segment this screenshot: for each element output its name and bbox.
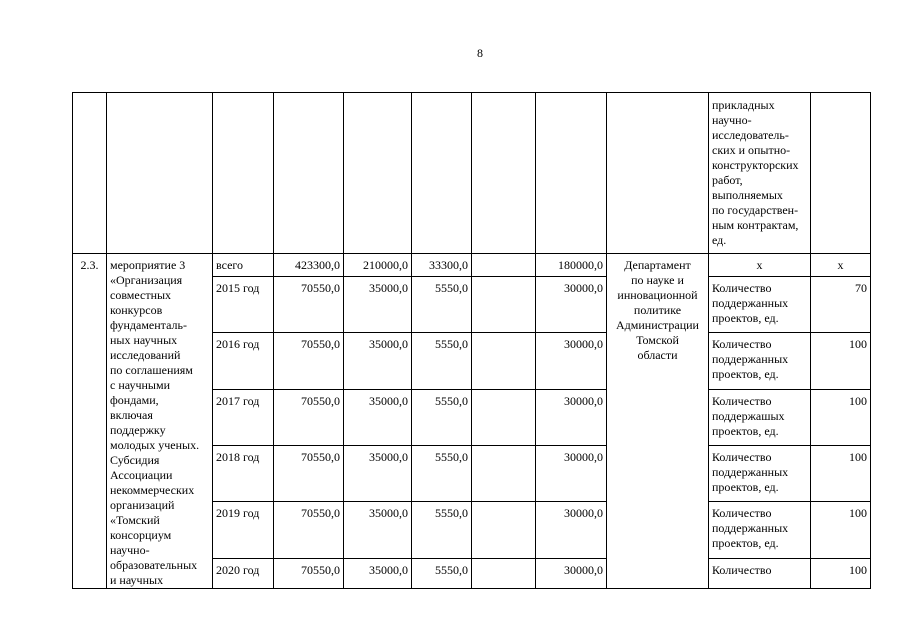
total-cell: 70550,0 [274,277,344,333]
amount-cell: 5550,0 [412,333,472,389]
amount-cell: 35000,0 [344,502,412,558]
page-number: 8 [477,46,483,60]
indicator-value-cell: 100 [811,446,871,502]
indicator-value-cell: 100 [811,558,871,588]
cell-empty [73,93,107,254]
amount-cell [472,254,536,277]
total-cell: 70550,0 [274,389,344,445]
amount-cell: 35000,0 [344,446,412,502]
indicator-cell: Количество поддержашых проектов, ед. [709,389,811,445]
total-cell: 70550,0 [274,502,344,558]
period-cell: 2016 год [213,333,274,389]
period-cell: всего [213,254,274,277]
indicator-cell: Количество [709,558,811,588]
amount-cell [472,502,536,558]
indicator-cell: Количество поддержанных проектов, ед. [709,502,811,558]
amount-cell: 35000,0 [344,389,412,445]
amount-cell: 35000,0 [344,333,412,389]
amount-cell [472,277,536,333]
period-cell: 2020 год [213,558,274,588]
period-cell: 2017 год [213,389,274,445]
indicator-value-cell: х [811,254,871,277]
indicator-continuation: прикладных научно- исследователь- ских и опытно- конструкторских работ, выполняемых по государствен- ным контрактам, ед. [709,93,811,254]
amount-cell: 5550,0 [412,277,472,333]
total-cell: 70550,0 [274,446,344,502]
amount-cell: 35000,0 [344,558,412,588]
total-cell: 70550,0 [274,558,344,588]
item-number: 2.3. [73,254,107,589]
program-table [72,92,871,589]
cell-empty [536,93,607,254]
cell-empty [412,93,472,254]
amount-cell: 5550,0 [412,502,472,558]
cell-empty [274,93,344,254]
department-cell: Департамент по науке и инновационной политике Администрации Томской области [607,254,709,589]
indicator-cell: Количество поддержанных проектов, ед. [709,333,811,389]
amount-cell: 33300,0 [412,254,472,277]
indicator-value-cell: 100 [811,333,871,389]
period-cell: 2018 год [213,446,274,502]
table-row [73,254,871,277]
amount-cell [472,333,536,389]
cell-empty [811,93,871,254]
amount-cell: 30000,0 [536,333,607,389]
amount-cell: 30000,0 [536,389,607,445]
indicator-cell: Количество поддержанных проектов, ед. [709,277,811,333]
amount-cell: 30000,0 [536,446,607,502]
indicator-value-cell: 70 [811,277,871,333]
amount-cell: 5550,0 [412,446,472,502]
amount-cell [472,558,536,588]
cell-empty [607,93,709,254]
cell-empty [107,93,213,254]
cell-empty [344,93,412,254]
total-cell: 70550,0 [274,333,344,389]
indicator-cell: Количество поддержанных проектов, ед. [709,446,811,502]
amount-cell: 5550,0 [412,558,472,588]
amount-cell: 180000,0 [536,254,607,277]
indicator-value-cell: 100 [811,389,871,445]
cell-empty [472,93,536,254]
continuation-row [73,93,871,254]
period-cell: 2019 год [213,502,274,558]
indicator-value-cell: 100 [811,502,871,558]
cell-empty [213,93,274,254]
amount-cell [472,389,536,445]
amount-cell: 35000,0 [344,277,412,333]
amount-cell [472,446,536,502]
item-description: мероприятие 3 «Организация совместных конкурсов фундаменталь- ных научных исследований по соглашениям с научными фондами, включая поддержку молодых ученых. Субсидия Ассоциации некоммерческих организаций «Томский консорциум научно- образовательных и научных [107,254,213,589]
period-cell: 2015 год [213,277,274,333]
total-cell: 423300,0 [274,254,344,277]
amount-cell: 30000,0 [536,277,607,333]
amount-cell: 5550,0 [412,389,472,445]
amount-cell: 30000,0 [536,502,607,558]
indicator-cell: х [709,254,811,277]
amount-cell: 30000,0 [536,558,607,588]
amount-cell: 210000,0 [344,254,412,277]
